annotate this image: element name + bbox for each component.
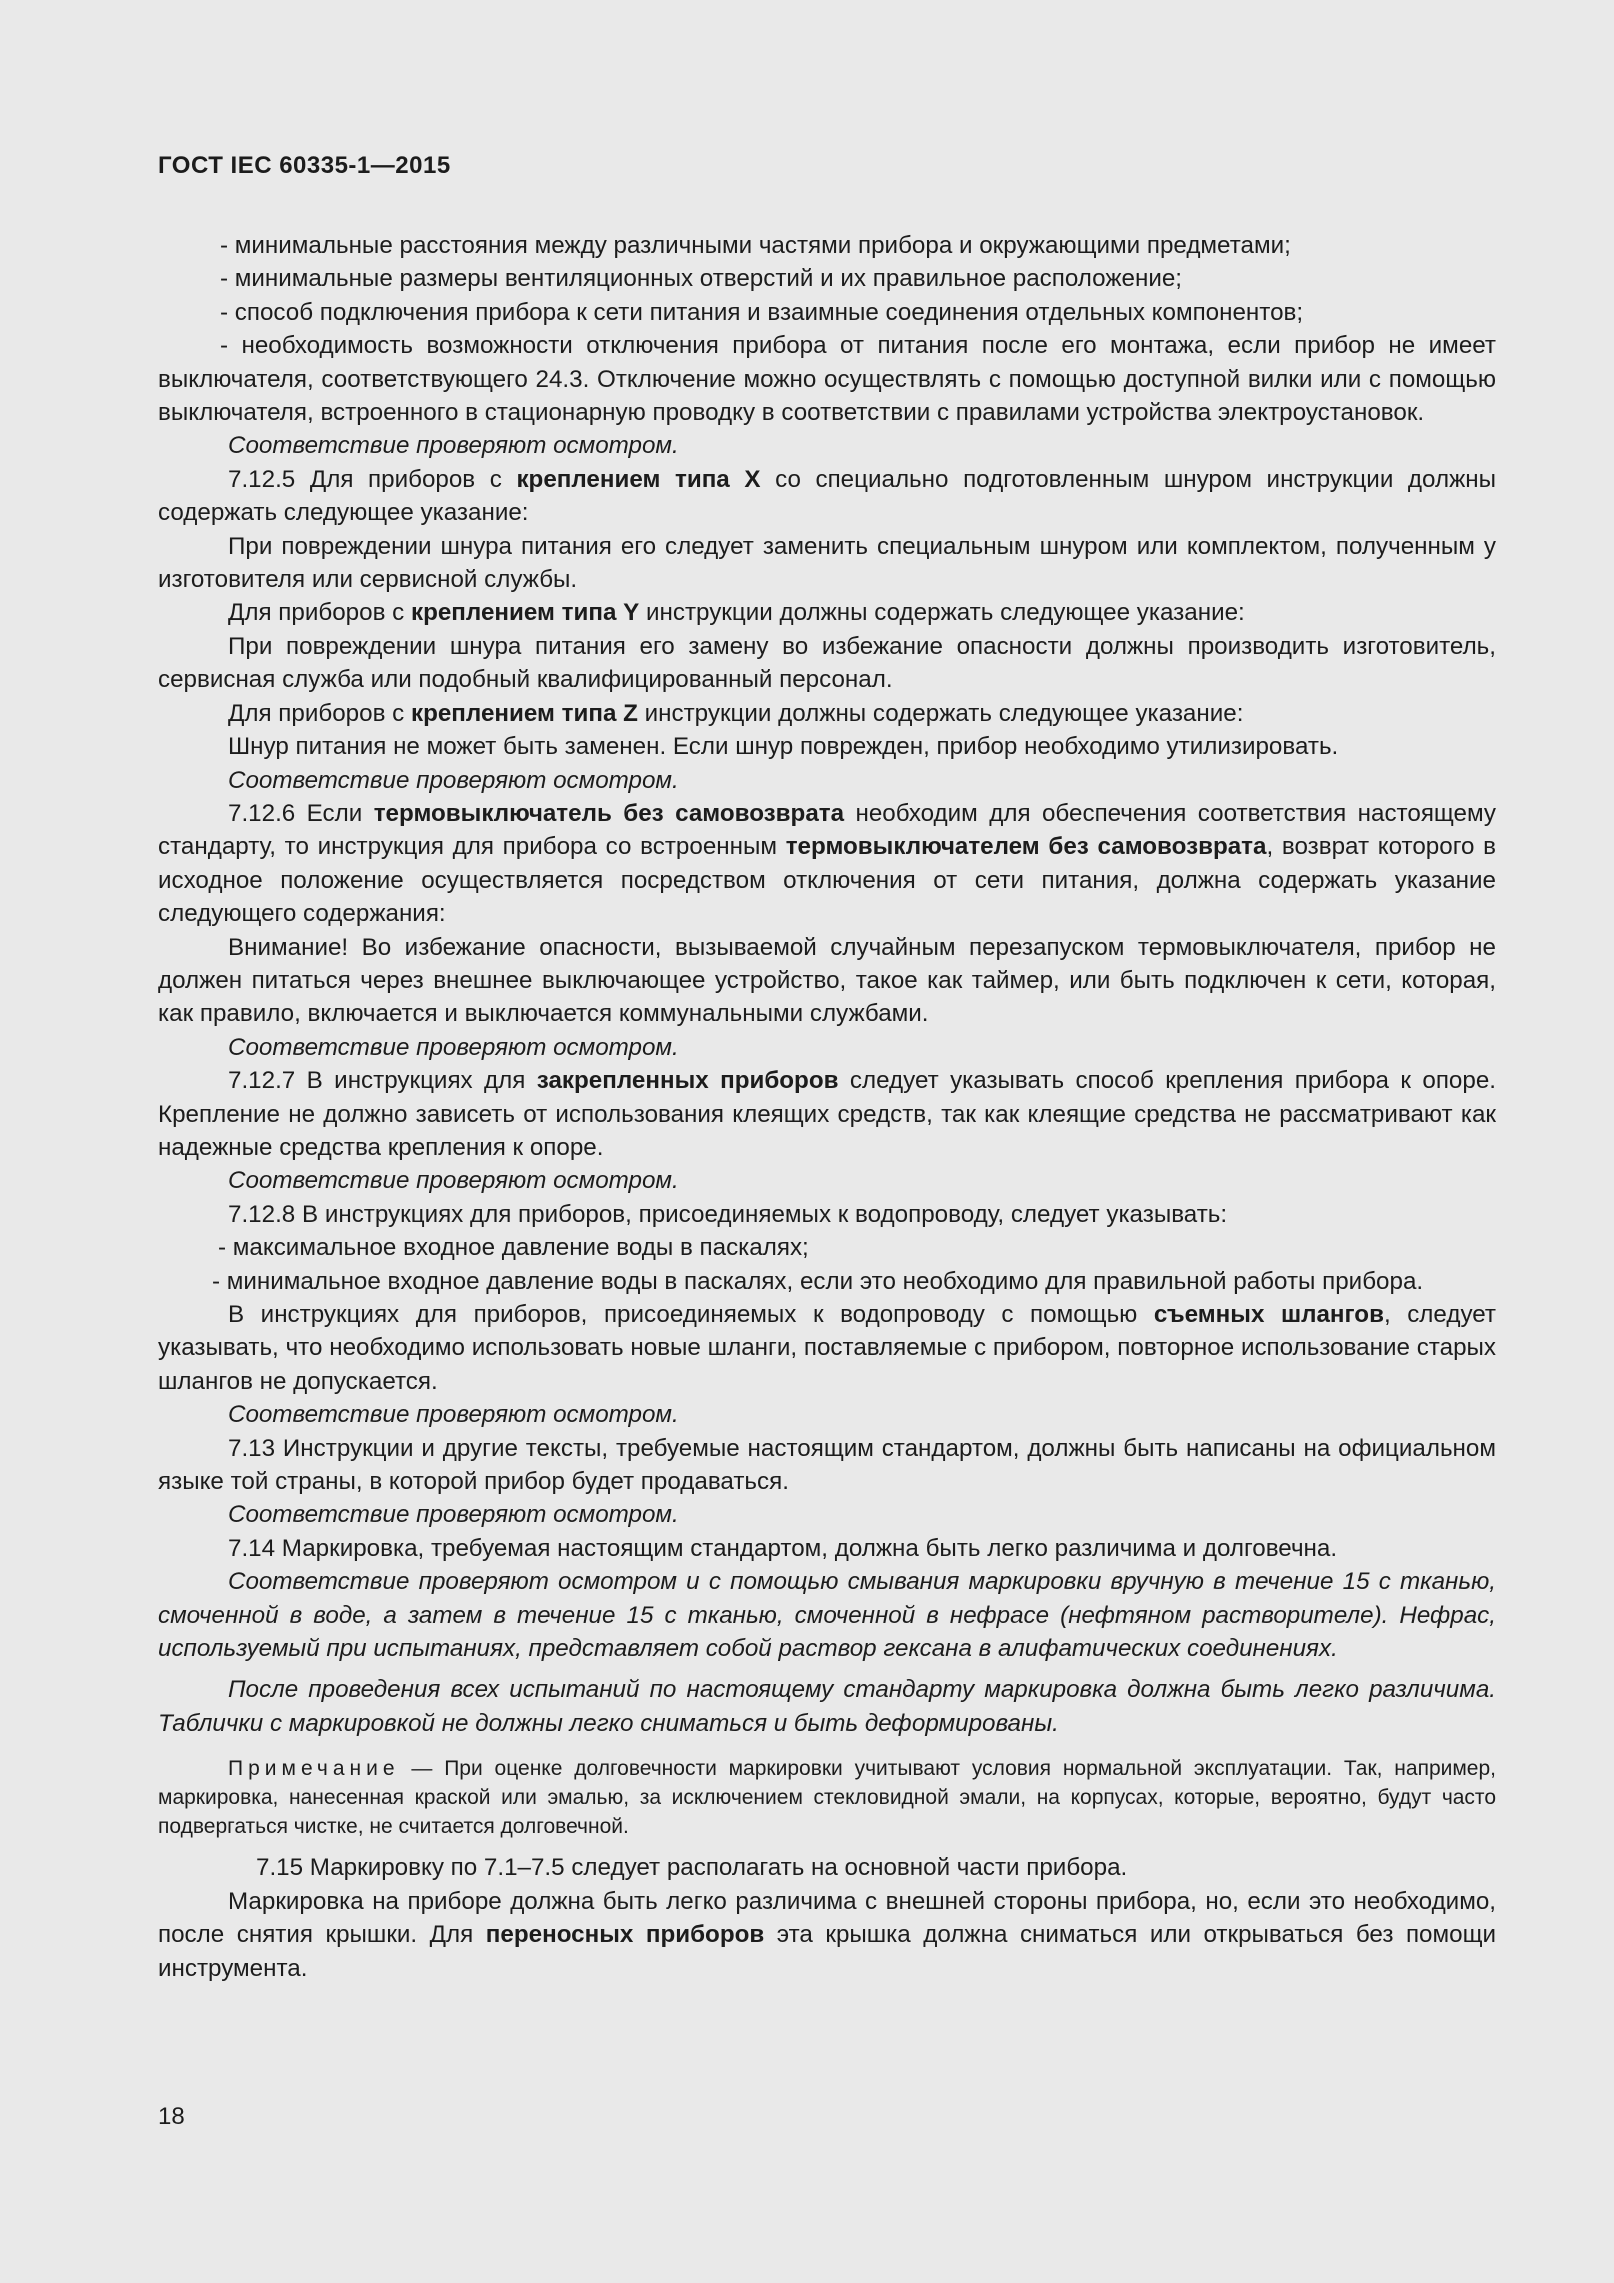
note xyxy=(158,1754,1496,1841)
bold-term: креплением типа Z xyxy=(410,699,638,727)
compliance-note: Соответствие проверяют осмотром и с помощью смывания маркировки вручную в течение 15 с тканью, смоченной в воде, а затем в течение 15 с тканью, смоченной в нефрасе (нефтяном растворителе). Нефрас, используемый при испытаниях, представляет собой раствор гексана в алифатических соединениях. xyxy=(158,1568,1496,1663)
bold-term: съемных шлангов xyxy=(1153,1301,1384,1328)
text: , возврат которого в исходное положение осуществляется посредством отключения от сети питания, должна содержать указание следующего содержания: xyxy=(158,833,1496,928)
compliance-note: Соответствие проверяют осмотром. xyxy=(228,1401,679,1429)
note-text: — При оценке долговечности маркировки учитывают условия нормальной эксплуатации. Так, например, маркировка, нанесенная краской или эмалью, за исключением стекловидной эмали, на корпусах, которые, вероятно, будут часто подвергаться чистке, не считается долговечной. xyxy=(158,1757,1496,1839)
bold-term: закрепленных приборов xyxy=(536,1067,839,1095)
page-number: 18 xyxy=(158,2103,185,2130)
document-body xyxy=(158,229,1496,1985)
clause-7-12-8: 7.12.8 В инструкциях для приборов, присоединяемых к водопроводу, следует указывать: xyxy=(228,1200,1228,1228)
text: следует указывать способ крепления прибора к опоре. Крепление не должно зависеть от использования клеящих средств, так как клеящие средства не рассматривают как надежные средства крепления к опоре. xyxy=(158,1067,1497,1161)
list-item: - необходимость возможности отключения прибора от питания после его монтажа, если прибор не имеет выключателя, соответствующего 24.3. Отключение можно осуществлять с помощью доступной вилки или с помощью выключателя, встроенного в стационарную проводку в соответствии с правилами устройства электроустановок. xyxy=(158,332,1496,427)
bold-term: переносных приборов xyxy=(485,1921,765,1949)
text: инструкции должны содержать следующее указание: xyxy=(639,599,1245,627)
clause-7-13: 7.13 Инструкции и другие тексты, требуемые настоящим стандартом, должны быть написаны на официальном языке той страны, в которой прибор будет продаваться. xyxy=(158,1434,1496,1496)
paragraph xyxy=(158,1298,1496,1398)
clause-7-14: 7.14 Маркировка, требуемая настоящим стандартом, должна быть легко различима и долговечна. xyxy=(228,1534,1338,1562)
list-item: - минимальные расстояния между различными частями прибора и окружающими предметами; xyxy=(220,232,1291,259)
note-label: Примечание xyxy=(228,1757,400,1781)
paragraph: При повреждении шнура питания его следует заменить специальным шнуром или комплектом, полученным у изготовителя или сервисной службы. xyxy=(158,532,1496,594)
text: , следует указывать, что необходимо использовать новые шланги, поставляемые с прибором, повторное использование старых шлангов не допускается. xyxy=(158,1301,1496,1395)
compliance-note: Соответствие проверяют осмотром. xyxy=(228,432,679,460)
compliance-note: Соответствие проверяют осмотром. xyxy=(228,1167,679,1195)
paragraph: При повреждении шнура питания его замену во избежание опасности должны производить изготовитель, сервисная служба или подобный квалифицированный персонал. xyxy=(158,632,1496,694)
text: Маркировка на приборе должна быть легко различима с внешней стороны прибора, но, если это необходимо, после снятия крышки. Для xyxy=(158,1887,1496,1949)
text: 7.12.5 Для приборов с xyxy=(228,465,517,493)
clause-7-15: 7.15 Маркировку по 7.1–7.5 следует располагать на основной части прибора. xyxy=(256,1854,1128,1882)
text: В инструкциях для приборов, присоединяемых к водопроводу с помощью xyxy=(228,1301,1154,1328)
compliance-note: Соответствие проверяют осмотром. xyxy=(228,1033,679,1061)
list-item: - минимальное входное давление воды в паскалях, если это необходимо для правильной работы прибора. xyxy=(212,1267,1424,1295)
text: 7.12.6 Если xyxy=(228,799,374,827)
bold-term: термовыключатель без самовозврата xyxy=(373,799,845,827)
document-header: ГОСТ IEC 60335-1—2015 xyxy=(158,152,451,179)
bold-term: креплением типа X xyxy=(516,465,761,493)
paragraph: Шнур питания не может быть заменен. Если шнур поврежден, прибор необходимо утилизировать. xyxy=(228,733,1339,761)
list-item: - способ подключения прибора к сети питания и взаимные соединения отдельных компонентов; xyxy=(220,298,1304,326)
bold-term: термовыключателем без самовозврата xyxy=(785,833,1267,861)
list-item: - минимальные размеры вентиляционных отверстий и их правильное расположение; xyxy=(220,265,1183,293)
text: 7.12.7 В инструкциях для xyxy=(228,1067,537,1095)
clause-7-12-6 xyxy=(158,797,1496,931)
compliance-note: Соответствие проверяют осмотром. xyxy=(228,766,679,794)
text: со специально подготовленным шнуром инструкции должны содержать следующее указание: xyxy=(158,465,1496,527)
text: Для приборов с xyxy=(228,699,411,727)
clause-7-12-7 xyxy=(158,1064,1496,1164)
text: необходим для обеспечения соответствия настоящему стандарту, то инструкция для прибора со встроенным xyxy=(158,799,1496,861)
text: инструкции должны содержать следующее указание: xyxy=(637,699,1244,727)
bold-term: креплением типа Y xyxy=(410,599,640,627)
paragraph xyxy=(158,596,1496,629)
compliance-note: Соответствие проверяют осмотром. xyxy=(228,1501,679,1529)
paragraph xyxy=(158,1885,1496,1985)
paragraph xyxy=(158,697,1496,730)
text: эта крышка должна сниматься или открываться без помощи инструмента. xyxy=(158,1921,1496,1982)
paragraph: Внимание! Во избежание опасности, вызываемой случайным перезапуском термовыключателя, прибор не должен питаться через внешнее выключающее устройство, такое как таймер, или быть подключен к сети, которая, как правило, включается и выключается коммунальными службами. xyxy=(158,933,1496,1028)
clause-7-12-5 xyxy=(158,463,1496,530)
list-item: - максимальное входное давление воды в паскалях; xyxy=(218,1234,809,1262)
compliance-note: После проведения всех испытаний по настоящему стандарту маркировка должна быть легко различима. Таблички с маркировкой не должны легко сниматься и быть деформированы. xyxy=(158,1676,1496,1737)
text: Для приборов с xyxy=(228,599,411,627)
